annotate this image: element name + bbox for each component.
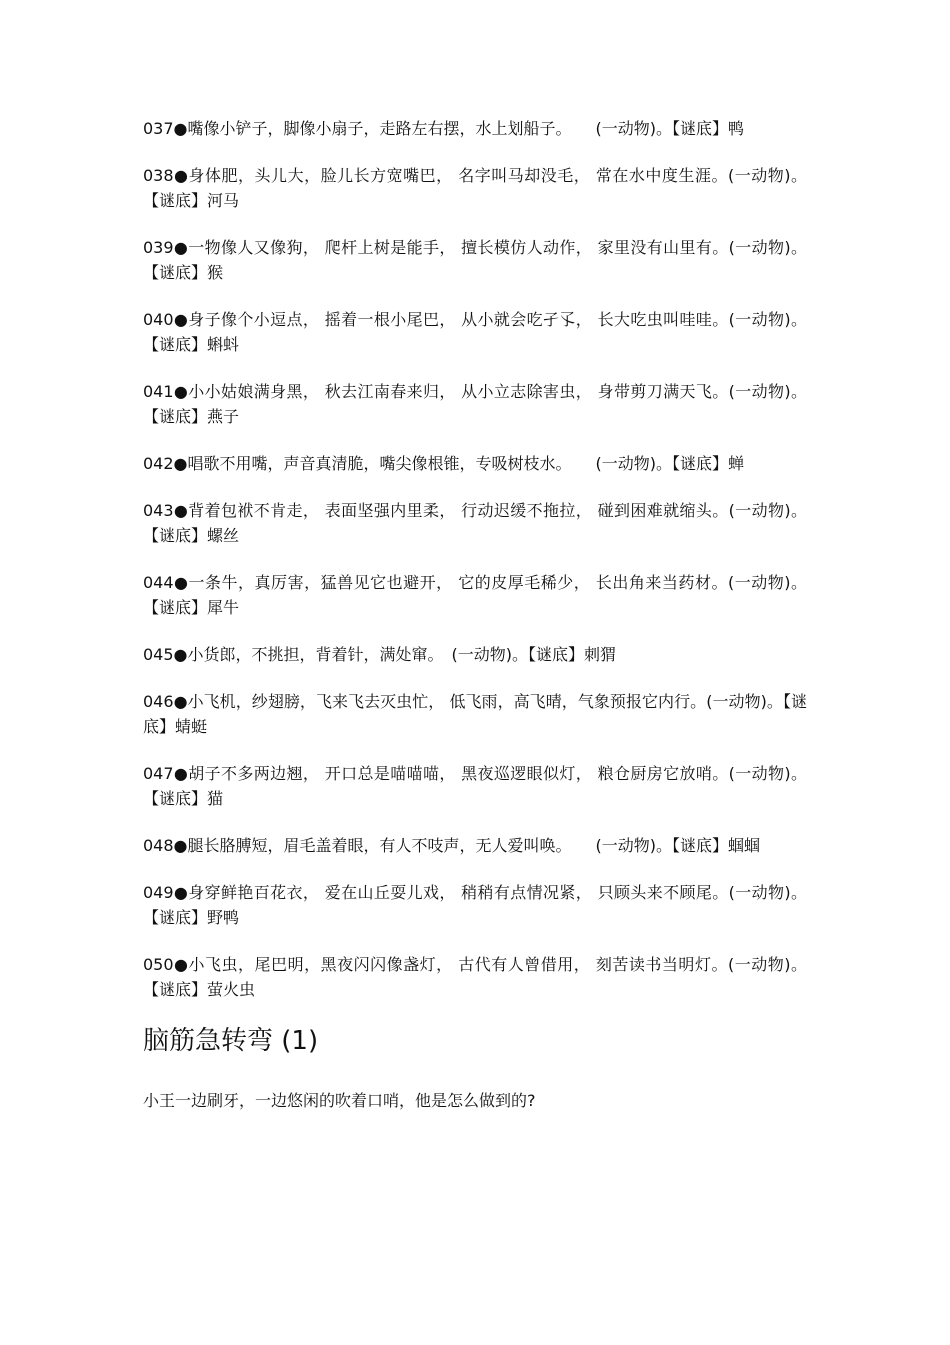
riddle-item: 047●胡子不多两边翘， 开口总是喵喵喵， 黑夜巡逻眼似灯， 粮仓厨房它放哨。(一动物)。【谜底】猫 bbox=[143, 764, 807, 808]
riddle-item: 049●身穿鲜艳百花衣， 爱在山丘耍儿戏， 稍稍有点情况紧， 只顾头来不顾尾。(一动物)。【谜底】野鸭 bbox=[143, 883, 807, 927]
riddle-item: 044●一条牛，真厉害，猛兽见它也避开， 它的皮厚毛稀少， 长出角来当药材。(一动物)。【谜底】犀牛 bbox=[143, 573, 807, 617]
riddle-item: 041●小小姑娘满身黑， 秋去江南春来归， 从小立志除害虫， 身带剪刀满天飞。(一动物)。【谜底】燕子 bbox=[143, 382, 807, 426]
riddle-item: 043●背着包袱不肯走， 表面坚强内里柔， 行动迟缓不拖拉， 碰到困难就缩头。(一动物)。【谜底】螺丝 bbox=[143, 501, 807, 545]
riddle-item: 040●身子像个小逗点， 摇着一根小尾巴， 从小就会吃孑孓， 长大吃虫叫哇哇。(一动物)。【谜底】蝌蚪 bbox=[143, 310, 807, 354]
brain-teaser-question: 小王一边刷牙，一边悠闲的吹着口哨，他是怎么做到的? bbox=[143, 1091, 536, 1110]
riddle-item: 037●嘴像小铲子，脚像小扇子，走路左右摆，水上划船子。 (一动物)。【谜底】鸭 bbox=[143, 119, 744, 138]
riddle-item: 045●小货郎，不挑担，背着针，满处窜。 (一动物)。【谜底】刺猬 bbox=[143, 645, 616, 664]
riddle-item: 039●一物像人又像狗， 爬杆上树是能手， 擅长模仿人动作， 家里没有山里有。(一动物)。【谜底】猴 bbox=[143, 238, 807, 282]
riddle-item: 038●身体肥，头儿大，脸儿长方宽嘴巴， 名字叫马却没毛， 常在水中度生涯。(一动物)。【谜底】河马 bbox=[143, 166, 807, 210]
riddle-item: 050●小飞虫，尾巴明，黑夜闪闪像盏灯， 古代有人曾借用， 刻苦读书当明灯。(一动物)。【谜底】萤火虫 bbox=[143, 955, 807, 999]
riddle-item: 042●唱歌不用嘴，声音真清脆，嘴尖像根锥，专吸树枝水。 (一动物)。【谜底】蝉 bbox=[143, 454, 744, 473]
riddle-item: 046●小飞机，纱翅膀，飞来飞去灭虫忙， 低飞雨，高飞晴，气象预报它内行。(一动物)。【谜底】蜻蜓 bbox=[143, 692, 807, 736]
section-title: 脑筋急转弯 (1) bbox=[143, 1026, 319, 1056]
riddle-item: 048●腿长胳膊短，眉毛盖着眼，有人不吱声，无人爱叫唤。 (一动物)。【谜底】蝈蝈 bbox=[143, 836, 760, 855]
page-content bbox=[143, 116, 807, 1113]
